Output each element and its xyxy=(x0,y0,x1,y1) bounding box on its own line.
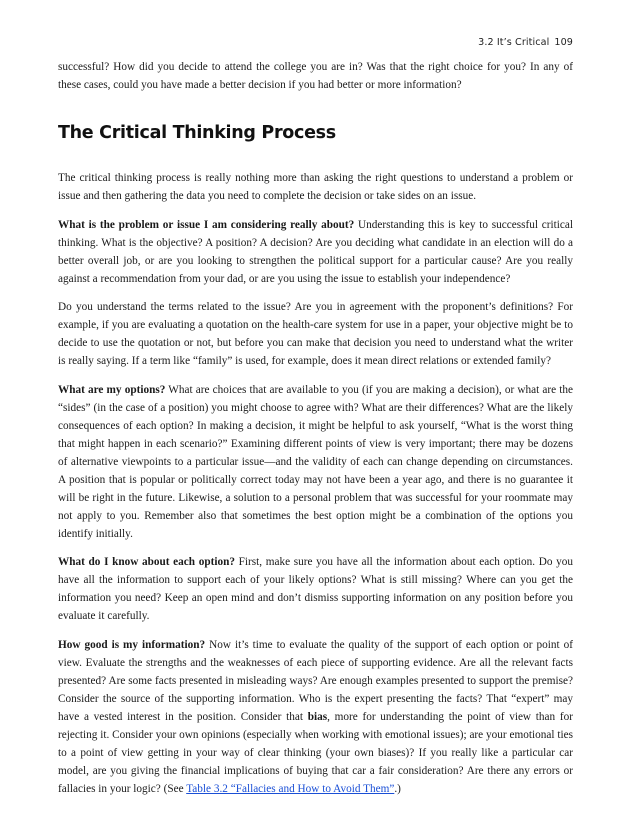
paragraph-3: Do you understand the terms related to the issue? Are you in agreement with the proponent’s definitions? For example, if you are evaluating a quotation on the health-care system for use in a paper, your objective might be to decide to use the quotation or not, but before you can make that decision you need to understand what the writer is really saying. If a term like “family” is used, for example, does it mean direct relations or extended family? xyxy=(58,301,573,367)
question-lead: What are my options? xyxy=(58,383,166,396)
section-title: The Critical Thinking Process xyxy=(58,123,336,143)
paragraph-6 xyxy=(58,636,573,798)
intro-paragraph: successful? How did you decide to attend the college you are in? Was that the right choice for you? In any of these cases, could you have made a better decision if you had better or more information? xyxy=(58,61,573,91)
table-link[interactable]: Table 3.2 “Fallacies and How to Avoid Them” xyxy=(186,782,395,795)
page-body xyxy=(58,58,573,808)
paragraph-end: .) xyxy=(394,782,401,795)
paragraph-4 xyxy=(58,381,573,543)
running-header xyxy=(478,37,573,48)
paragraph-5 xyxy=(58,553,573,625)
bias-term: bias xyxy=(307,710,328,723)
question-lead: What do I know about each option? xyxy=(58,556,235,568)
paragraph-body: , more for understanding the point of view than for rejecting it. Consider your own opinions (especially when working with emotional issues); are your emotional ties to a point of view getting in your way of clear thinking (your own biases)? If you really like a particular car model, are you giving the financial implications of buying that car a fair consideration? Are there any errors or fallacies in your logic? (See xyxy=(58,710,573,795)
question-lead: How good is my information? xyxy=(58,638,206,651)
paragraph-body: First, make sure you have all the information about each option. Do you have all the information to support each of your likely options? What is still missing? Where can you get the information you need? Keep an open mind and don’t dismiss supporting information on any position before you evaluate it carefully. xyxy=(58,556,573,622)
paragraph-body: Understanding this is key to successful critical thinking. What is the objective? A position? A decision? Are you deciding what candidate in an election will do a better overall job, or are you looking to strengthen the political support for a particular cause? Are you really against a recommendation from your dad, or are you using the issue to establish your independence? xyxy=(58,218,573,285)
paragraph-body: Now it’s time to evaluate the quality of the support of each option or point of view. Evaluate the strengths and the weaknesses of each piece of supporting evidence. Are all the relevant facts presented? Are some facts presented in misleading ways? Are enough examples presented to support the premise? Consider the source of the supporting information. Who is the expert presenting the facts? That “expert” may have a vested interest in the position. Consider that xyxy=(58,638,573,723)
paragraph-2 xyxy=(58,216,573,288)
paragraph-body: What are choices that are available to you (if you are making a decision), or what are the “sides” (in the case of a position) you might choose to agree with? What are their differences? What are the likely consequences of each option? In making a decision, it might be helpful to ask yourself, “What is the worst thing that might happen in each scenario?” Examining different points of view is very important; there may be dozens of alternative viewpoints to a particular issue—and the validity of each can change depending on circumstances. A position that is popular or politically correct today may not have been a year ago, and there is no guarantee it will be right in the future. Likewise, a solution to a personal problem that was successful for your roommate may not apply to you. Remember also that sometimes the best option might be a combination of the options you identify initially. xyxy=(58,383,574,540)
question-lead: What is the problem or issue I am considering really about? xyxy=(58,218,355,231)
section-label: 3.2 It’s Critical xyxy=(478,37,550,48)
page-number: 109 xyxy=(554,37,573,48)
paragraph-1: The critical thinking process is really nothing more than asking the right questions to understand a problem or issue and then gathering the data you need to complete the decision or take sides on an issue. xyxy=(58,172,573,202)
